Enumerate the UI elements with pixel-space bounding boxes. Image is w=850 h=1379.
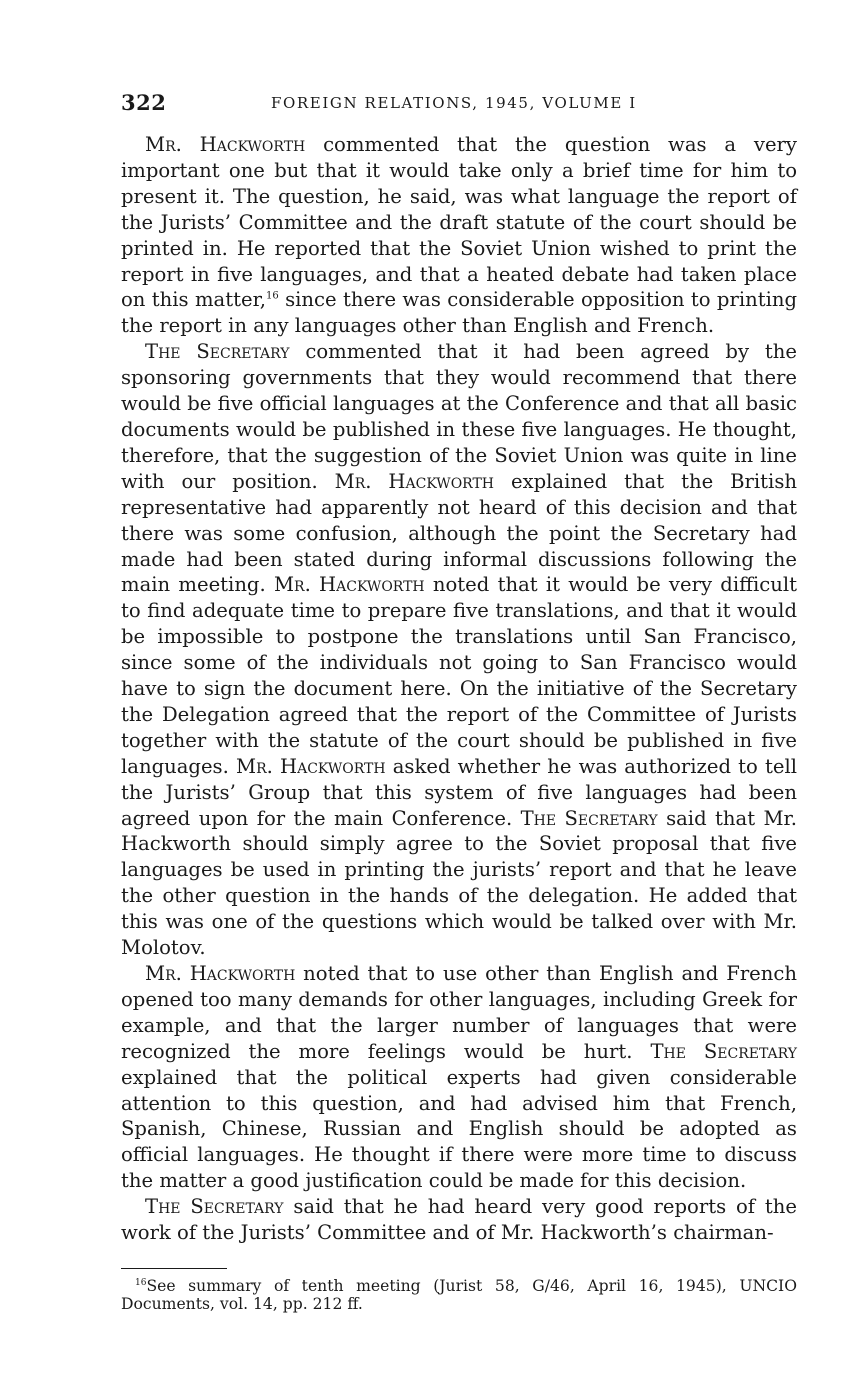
paragraph-text: said that he had heard very good reports of the work of the Jurists’ Committee and of Mr. Hackworth’s chairman- [121,1195,797,1245]
paragraph-text: said that Mr. Hackworth should simply agree to the Soviet proposal that five languages be used in printing the jurists’ report and that he leave the other question in the hands of the delegation. He added that this was one of the questions which would be talked over with Mr. Molotov. [121,806,797,960]
speaker-name: The Secretary [650,1039,797,1063]
body-text [121,132,797,1246]
speaker-name: Mr. Hackworth [236,754,386,778]
paragraph-4 [121,1194,797,1246]
paragraph-text: commented that the question was a very important one but that it would take only a brief time for him to present it. The question, he said, was what language the report of the Jurists’ Committee and the draft statute of the court should be printed in. He reported that the Soviet Union wished to print the report in five languages, and that a heated debate had taken place on this matter, [121,133,797,312]
paragraph-text: asked whether he was authorized to tell the Jurists’ Group that this system of five languages had been agreed upon for the main Conference. [121,754,797,830]
running-title: FOREIGN RELATIONS, 1945, VOLUME I [271,94,637,112]
speaker-name: The Secretary [520,806,658,830]
footnote-text: See summary of tenth meeting (Jurist 58, G/46, April 16, 1945), UNCIO Documents, vol. 14, pp. 212 ff. [121,1276,797,1314]
speaker-name: The Secretary [145,1195,284,1219]
paragraph-text: explained that the British representative had apparently not heard of this decision and that there was some confusion, although the point the Secretary had made had been stated during informal discussions following the main meeting. [121,469,797,597]
footnote-reference: 16 [266,290,279,302]
speaker-name: Mr. Hackworth [273,573,425,597]
speaker-name: Mr. Hackworth [334,469,495,493]
speaker-name: Mr. Hackworth [145,962,296,985]
paragraph-text: commented that it had been agreed by the sponsoring governments that they would recommend that there would be five official languages at the Conference and that all basic documents would be published in these five languages. He thought, therefore, that the suggestion of the Soviet Union was quite in line with our position. [121,340,797,493]
paragraph-3 [121,961,797,1194]
paragraph-text: since there was considerable opposition to printing the report in any languages other than English and French. [121,288,798,338]
page-number: 322 [121,90,167,115]
paragraph-2 [121,339,797,961]
paragraph-1 [121,132,797,339]
paragraph-text: explained that the political experts had given considerable attention to this question, and had advised him that French, Spanish, Chinese, Russian and English should be adopted as official languages. He thought if there were more time to discuss the matter a good justification could be made for this decision. [121,1065,797,1193]
footnote-divider [121,1268,227,1269]
footnote [121,1277,797,1314]
running-head [121,90,797,120]
paragraph-text: noted that it would be very difficult to find adequate time to prepare five translations, and that it would be impossible to postpone the translations until San Francisco, since some of the individuals not going to San Francisco would have to sign the document here. On the initiative of the Secretary the Delegation agreed that the report of the Committee of Jurists together with the statute of the court should be published in five languages. [121,573,798,778]
speaker-name: The Secretary [145,340,290,364]
paragraph-text: noted that to use other than English and French opened too many demands for other languages, including Greek for example, and that the larger number of languages that were recognized the more feelings would be hurt. [121,962,797,1063]
speaker-name: Mr. Hackworth [145,133,306,156]
document-page [121,90,797,1314]
footnote-number: 16 [135,1277,147,1288]
